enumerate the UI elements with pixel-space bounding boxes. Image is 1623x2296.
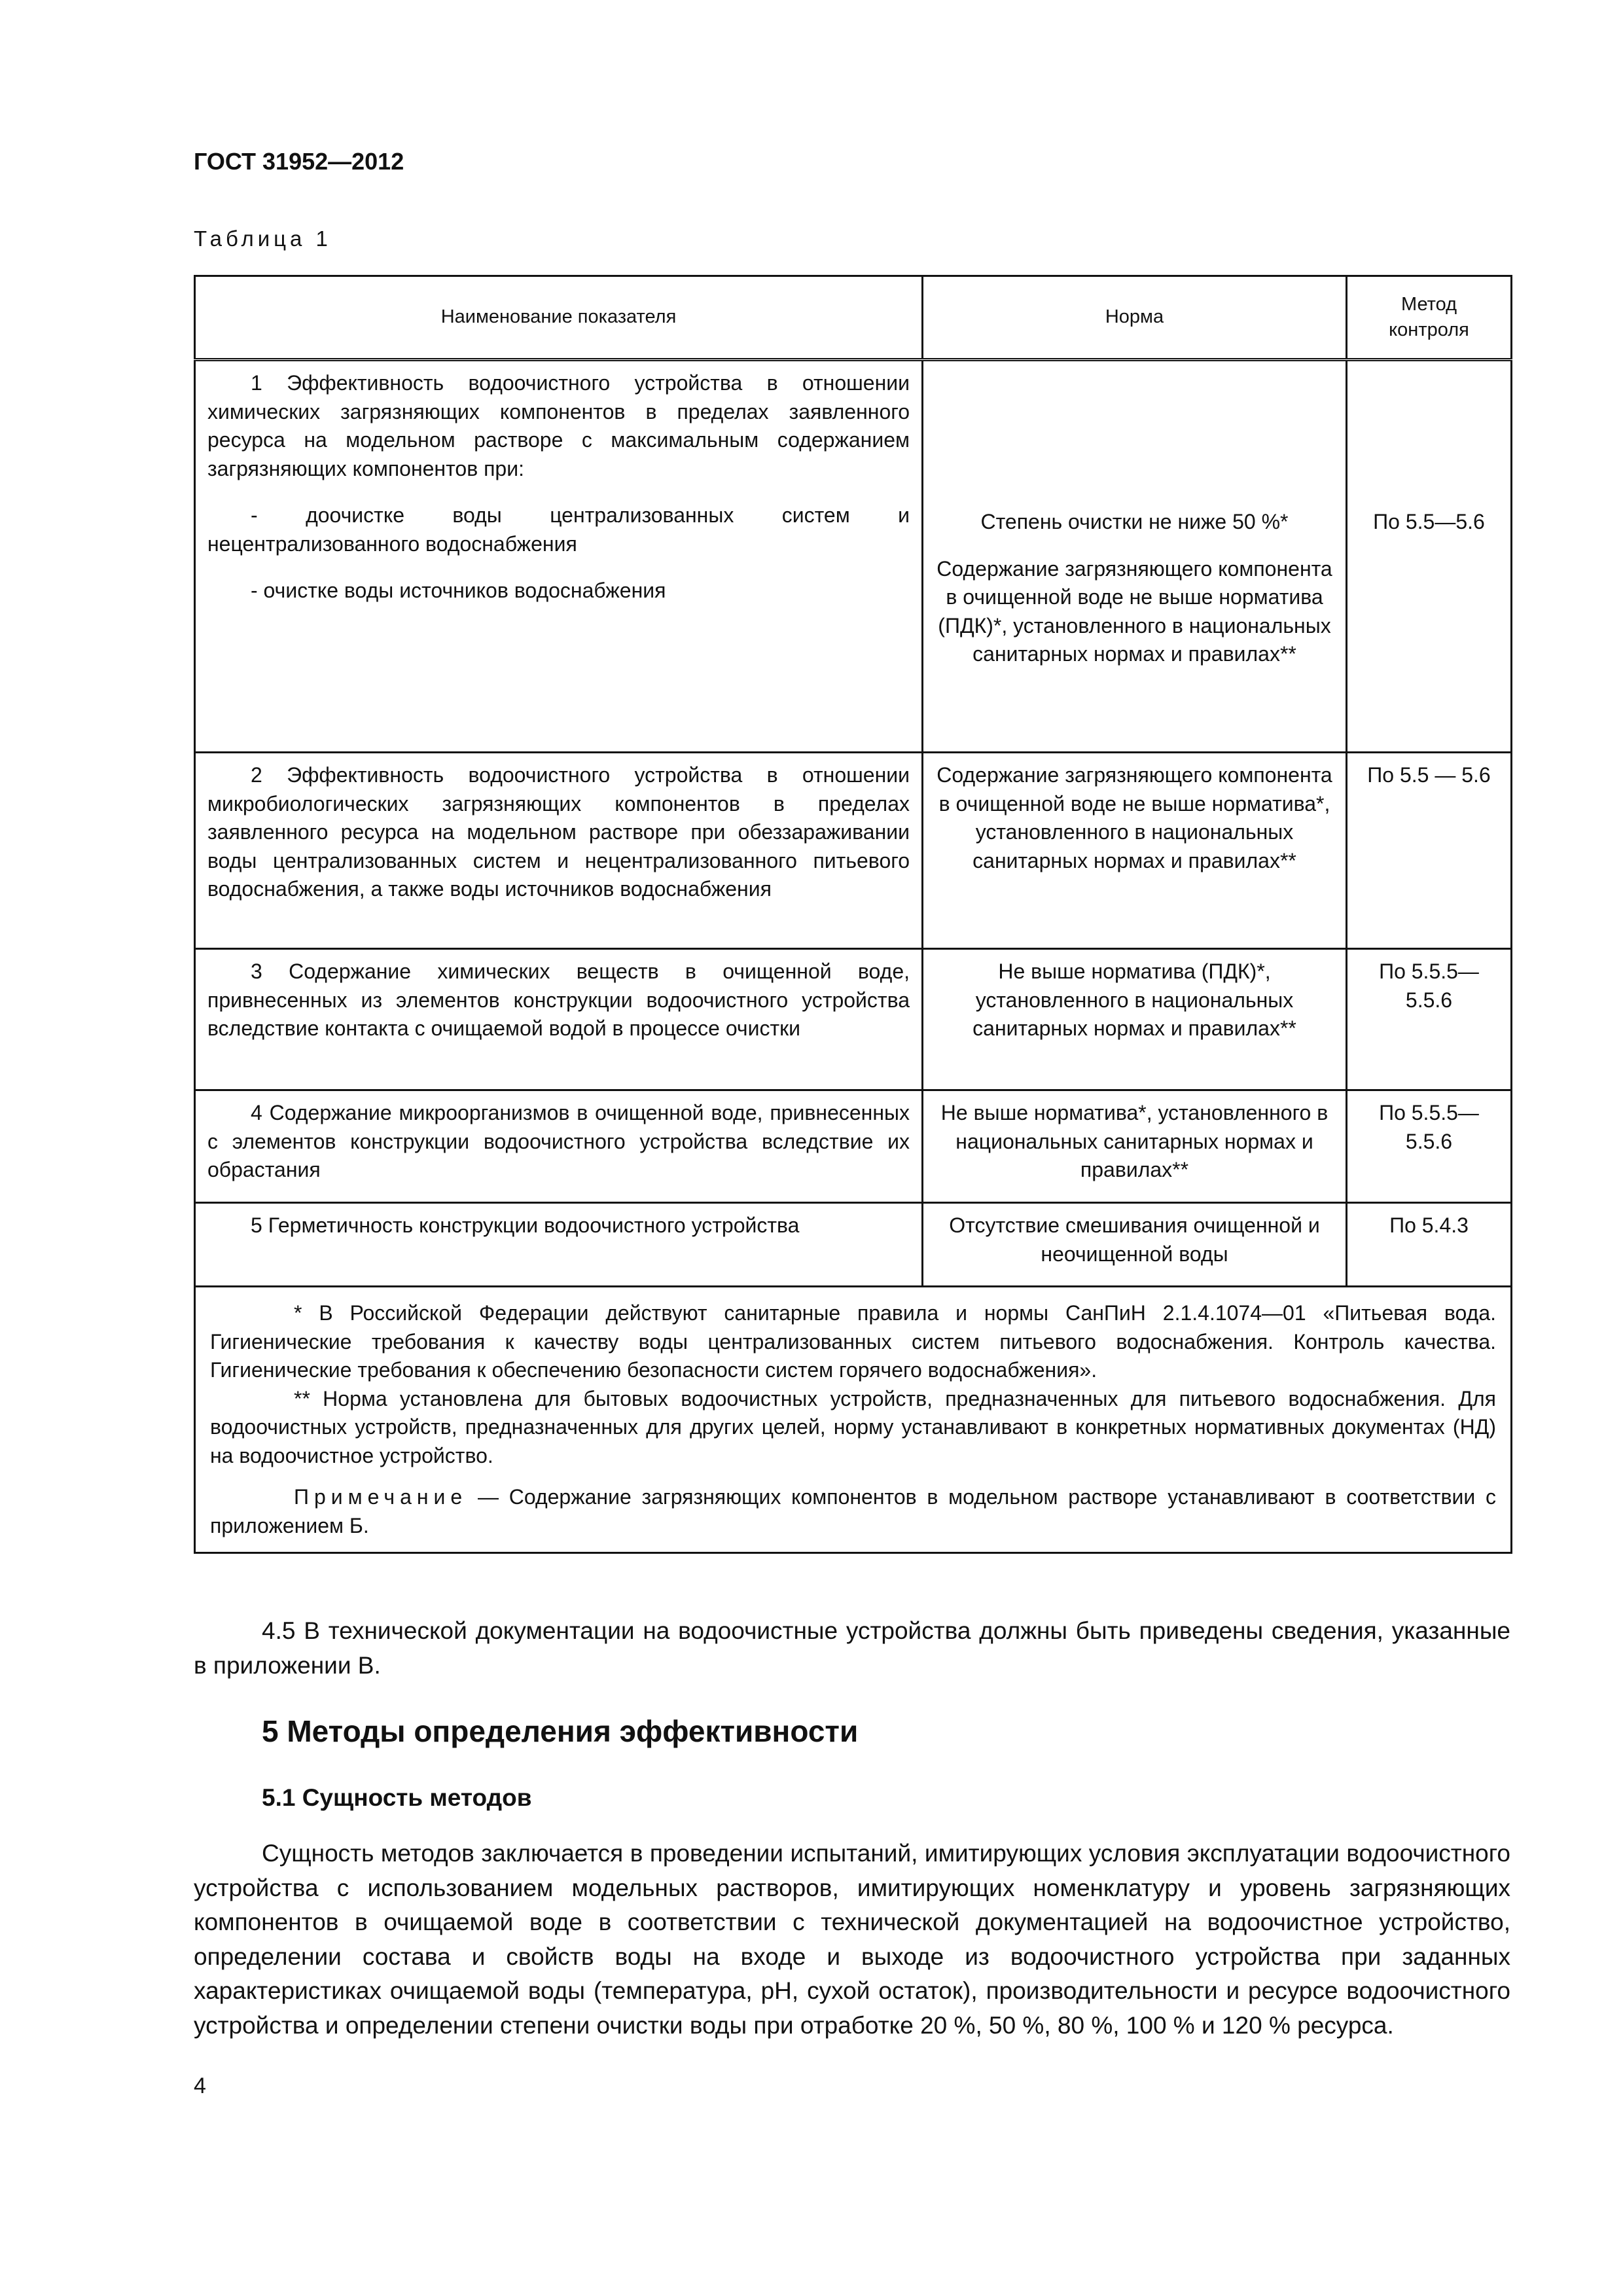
section-5-1-body (194, 1837, 1510, 2043)
row5-name: 5 Герметичность конструкции водоочистного устройства (251, 1213, 800, 1237)
row3-method: По 5.5.5—5.5.6 (1379, 960, 1479, 1012)
row2-norm-cell (923, 753, 1347, 949)
row3-name: 3 Содержание химических веществ в очищенной воде, привнесенных из элементов конструкции водоочистного устройства вследствие контакта с очищаемой водой в процессе очистки (207, 960, 910, 1041)
note-label: Примечание (294, 1485, 468, 1509)
row4-norm: Не выше норматива*, установленного в национальных санитарных нормах и правилах** (940, 1101, 1329, 1182)
table-row (195, 753, 1512, 949)
subsection-title: 5.1 Сущность методов (262, 1784, 532, 1811)
row5-norm: Отсутствие смешивания очищенной и неочищенной воды (949, 1213, 1320, 1266)
row2-norm: Содержание загрязняющего компонента в очищенной воде не выше норматива*, установленного в национальных санитарных нормах и правилах** (936, 763, 1332, 872)
row2-method: По 5.5 — 5.6 (1367, 763, 1491, 787)
row1-intro: 1 Эффективность водоочистного устройства в отношении химических загрязняющих компонентов в пределах заявленного ресурса на модельном растворе с максимальным содержанием загрязняющих компонентов при: (207, 371, 910, 480)
row5-norm-cell (923, 1203, 1347, 1287)
document-header: ГОСТ 31952—2012 (194, 148, 404, 175)
section-title: 5 Методы определения эффективности (262, 1714, 859, 1748)
row1-norm-b: Содержание загрязняющего компонента в очищенной воде не выше норматива (ПДК)*, установленного в национальных санитарных нормах и правилах** (936, 556, 1332, 666)
row4-method-cell (1347, 1090, 1512, 1203)
footnote-1: * В Российской Федерации действуют санитарные правила и нормы СанПиН 2.1.4.1074—01 «Питьевая вода. Гигиенические требования к качеству воды централизованных систем питьевого водоснабжения. Контроль качества. Гигиенические требования к обеспечению безопасности систем горячего водоснабжения». (210, 1301, 1496, 1382)
requirements-table (194, 275, 1512, 1554)
row1-method-cell (1347, 360, 1512, 753)
row4-name-cell (195, 1090, 923, 1203)
row1-norm-a: Степень очистки не ниже 50 %* (980, 510, 1289, 533)
table-row (195, 949, 1512, 1090)
row2-name: 2 Эффективность водоочистного устройства в отношении микробиологических загрязняющих компонентов в пределах заявленного ресурса на модельном растворе при обеззараживании воды централизованных систем и нецентрализованного питьевого водоснабжения, а также воды источников водоснабжения (207, 763, 910, 901)
table-footnotes (195, 1287, 1512, 1553)
row1-sub-a: - доочистке воды централизованных систем и нецентрализованного водоснабжения (207, 503, 910, 556)
row1-name-cell (195, 360, 923, 753)
row4-norm-cell (923, 1090, 1347, 1203)
row1-norm-cell (923, 360, 1347, 753)
row1-method: По 5.5—5.6 (1373, 510, 1485, 533)
row4-method: По 5.5.5—5.5.6 (1379, 1101, 1479, 1153)
table-row (195, 1203, 1512, 1287)
footnote-2: ** Норма установлена для бытовых водоочистных устройств, предназначенных для питьевого водоснабжения. Для водоочистных устройств, предназначенных для других целей, норму устанавливают в конкретных нормативных документах (НД) на водоочистное устройство. (210, 1386, 1496, 1467)
row3-method-cell (1347, 949, 1512, 1090)
column-header-name: Наименование показателя (195, 276, 923, 360)
row5-name-cell (195, 1203, 923, 1287)
table-row (195, 360, 1512, 753)
row2-name-cell (195, 753, 923, 949)
table-caption: Таблица 1 (194, 226, 332, 251)
clause-4-5 (194, 1614, 1510, 1683)
note-text: — Содержание загрязняющих компонентов в модельном растворе устанавливают в соответствии с приложением Б. (210, 1485, 1496, 1537)
column-header-norm: Норма (923, 276, 1347, 360)
row3-norm-cell (923, 949, 1347, 1090)
row5-method-cell (1347, 1203, 1512, 1287)
row1-sub-b: - очистке воды источников водоснабжения (251, 579, 666, 603)
row2-method-cell (1347, 753, 1512, 949)
section-5-1-text: Сущность методов заключается в проведении испытаний, имитирующих условия эксплуатации водоочистного устройства с использованием модельных растворов, имитирующих номенклатуру и уровень загрязняющих компонентов в очищаемой воде в соответствии с технической документацией на водоочистное устройство, определении состава и свойств воды на входе и выходе из водоочистного устройства при заданных характеристиках очищаемой воды (температура, pH, сухой остаток), производительности и ресурсе водоочистного устройства и определении степени очистки воды при отработке 20 %, 50 %, 80 %, 100 % и 120 % ресурса. (194, 1840, 1510, 2039)
row5-method: По 5.4.3 (1389, 1213, 1469, 1237)
row3-norm: Не выше норматива (ПДК)*, установленного в национальных санитарных нормах и правилах** (972, 960, 1296, 1041)
table-footnotes-row (195, 1287, 1512, 1553)
row4-name: 4 Содержание микроорганизмов в очищенной воде, привнесенных с элементов конструкции водоочистного устройства вследствие их обрастания (207, 1101, 910, 1182)
clause-4-5-text: 4.5 В технической документации на водоочистные устройства должны быть приведены сведения, указанные в приложении В. (194, 1617, 1510, 1679)
table-note (210, 1483, 1496, 1540)
row3-name-cell (195, 949, 923, 1090)
table-header-row (195, 276, 1512, 360)
page-number: 4 (194, 2073, 206, 2098)
table-row (195, 1090, 1512, 1203)
column-header-method: Метод контроля (1347, 276, 1512, 360)
